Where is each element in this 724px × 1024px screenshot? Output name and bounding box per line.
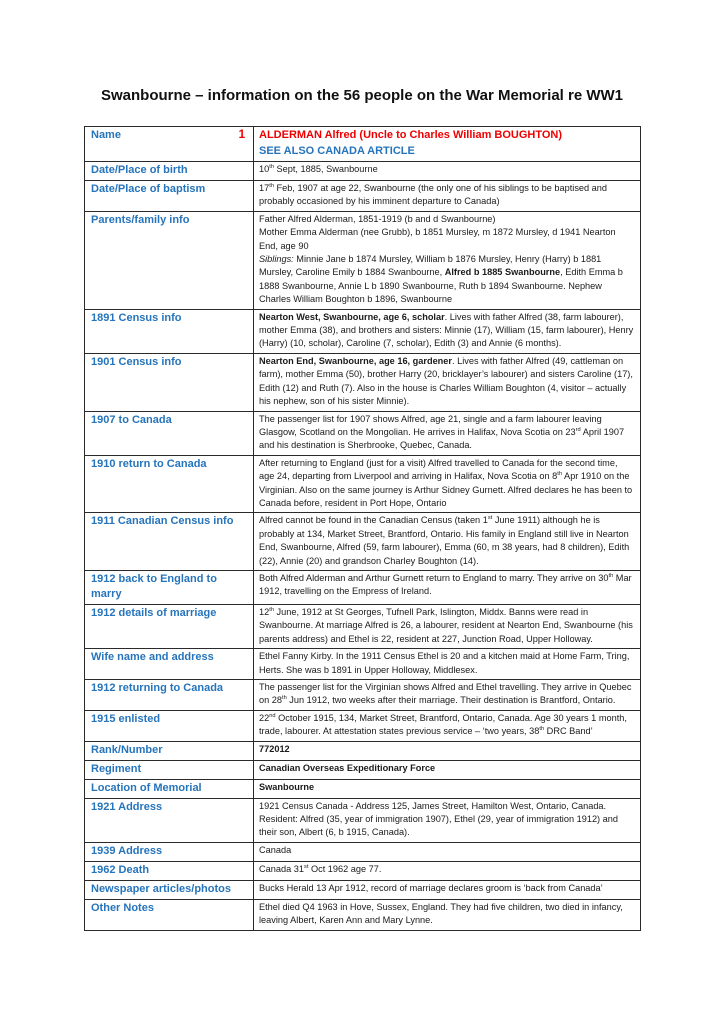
- table-row: [85, 455, 641, 513]
- text-run: Feb, 1907 at age 22, Swanbourne (the only one of his siblings to be baptised and probably occasioned by his imminent departure to Canada): [259, 183, 608, 207]
- text-run: Canada: [259, 844, 292, 855]
- text-run: . Lives with father Alfred (38, farm labourer), mother Emma (38), and brothers and sisters: Minnie (17), William (15, farm labourer), Henry (Harry) (10, scholar), Caroline (7, scholar), Edith (3) and Annie (6 months).: [259, 311, 634, 349]
- table-row: [85, 899, 641, 930]
- table-row: [85, 880, 641, 899]
- text-run: Minnie Jane b 1874 Mursley, William b 1876 Mursley, Henry (Harry) b 1881 Mursley, Caroline Emily b 1884 Swanbourne,: [259, 254, 602, 278]
- row-label-cell: [85, 779, 254, 798]
- text-run: Father Alfred Alderman, 1851-1919 (b and d Swanbourne): [259, 213, 496, 224]
- text-run: 10: [259, 164, 270, 174]
- row-value: [254, 570, 641, 604]
- text-run: 1921 Census Canada - Address 125, James Street, Hamilton West, Ontario, Canada. Resident: Alfred (35, year of immigration 1907), Ethel (29, year of immigration 1912) and their son, Albert (6, b 1915, Canada).: [259, 800, 619, 838]
- row-label-cell: [85, 880, 254, 899]
- row-value: [254, 649, 641, 680]
- row-value-paragraph: [259, 128, 635, 144]
- row-value: [254, 162, 641, 181]
- row-label-cell: [85, 513, 254, 571]
- row-label-cell: [85, 842, 254, 861]
- row-label: Date/Place of birth: [91, 164, 188, 176]
- text-run: nd: [269, 712, 276, 719]
- text-run: SEE ALSO CANADA ARTICLE: [259, 144, 415, 157]
- table-row: [85, 181, 641, 212]
- row-label-cell: [85, 899, 254, 930]
- text-run: 12: [259, 606, 270, 617]
- text-run: October 1915, 134, Market Street, Brantford, Ontario, Canada. Age 30 years 1 month, trade, labourer. At attestation states previous service – ‘two years, 38: [259, 712, 627, 737]
- text-run: June 1911) although he is probably at 134, Market Street, Brantford, Ontario. His family in England still live in Nearton End, Swanbourne, Alfred (59, farm labourer), Emma (60, m 38 years, had 8 children), Edith (22), Annie (20) and grandson Charley Boughton (14).: [259, 515, 630, 566]
- text-run: Nearton West, Swanbourne, age 6, scholar: [259, 311, 445, 322]
- row-value: [254, 842, 641, 861]
- table-row: [85, 604, 641, 648]
- row-value-paragraph: [259, 712, 635, 739]
- text-run: Apr 1910 on the Virginian. Also on the same journey is Arthur Sidney Gurnett. Alfred declares he has been to Canada before, resident in Port Hope, Ontario: [259, 471, 633, 508]
- text-run: rd: [575, 426, 581, 433]
- text-run: th: [269, 163, 274, 170]
- row-label: 1962 Death: [91, 863, 150, 876]
- row-label: 1910 return to Canada: [91, 457, 207, 470]
- text-run: Canadian Overseas Expeditionary Force: [259, 762, 436, 773]
- row-value-paragraph: [259, 457, 635, 511]
- row-label: Date/Place of baptism: [91, 183, 206, 195]
- table-row: [85, 760, 641, 779]
- table-row: [85, 211, 641, 309]
- row-value-paragraph: [259, 650, 635, 677]
- row-value: [254, 899, 641, 930]
- text-run: Mar 1912, travelling on the Empress of Ireland.: [259, 572, 632, 597]
- row-value: [254, 760, 641, 779]
- table-row: [85, 842, 641, 861]
- row-value-paragraph: [259, 863, 635, 876]
- table-row: [85, 411, 641, 455]
- text-run: DRC Band’: [544, 726, 593, 737]
- text-run: Both Alfred Alderman and Arthur Gurnett return to England to marry. They arrive on 30: [259, 572, 609, 583]
- text-run: Alfred cannot be found in the Canadian Census (taken 1: [259, 515, 488, 526]
- row-label: 1912 returning to Canada: [91, 682, 224, 694]
- text-run: th: [539, 726, 545, 733]
- table-row: [85, 798, 641, 842]
- row-label-cell: [85, 162, 254, 181]
- row-label-cell: [85, 411, 254, 455]
- row-value-paragraph: [259, 762, 635, 775]
- text-run: ALDERMAN Alfred (Uncle to Charles William BOUGHTON): [259, 129, 563, 141]
- text-run: Oct 1962 age 77.: [308, 863, 382, 874]
- text-run: The passenger list for 1907 shows Alfred, age 21, single and a farm labourer leaving Glasgow, Scotland on the Mongolian. He arrives in Halifax, Nova Scotia on 23: [259, 413, 602, 437]
- text-run: th: [269, 182, 274, 189]
- table-row: [85, 680, 641, 711]
- text-run: June, 1912 at St Georges, Tufnell Park, Islington, Middx. Banns were read in Swanbourne. At marriage Alfred is 26, a labourer, resident at Nearton End, Swanbourne (his parents address) and Ethel is 22, resident at 227, Junction Road, Upper Holloway.: [259, 606, 633, 644]
- row-label: 1915 enlisted: [91, 712, 161, 725]
- row-label: Location of Memorial: [91, 781, 202, 794]
- row-label-cell: [85, 127, 254, 162]
- row-value-paragraph: [259, 800, 635, 840]
- row-label: Newspaper articles/photos: [91, 882, 231, 895]
- row-value: [254, 411, 641, 455]
- row-label-cell: [85, 309, 254, 353]
- row-value: [254, 779, 641, 798]
- text-run: st: [487, 515, 493, 522]
- text-run: th: [608, 572, 614, 579]
- row-value: [254, 880, 641, 899]
- row-label: Rank/Number: [91, 743, 163, 756]
- table-row: [85, 309, 641, 353]
- row-value: [254, 181, 641, 212]
- row-value: [254, 710, 641, 741]
- text-run: April 1907 and his destination is Sherbrooke, Quebec, Canada.: [259, 426, 625, 451]
- row-label: Other Notes: [91, 901, 154, 914]
- table-row: [85, 741, 641, 760]
- row-value-paragraph: [259, 355, 635, 409]
- row-label-cell: [85, 861, 254, 880]
- row-number: 1: [238, 129, 245, 141]
- row-value: [254, 309, 641, 353]
- memorial-info-table: [84, 126, 641, 931]
- memorial-info-table-body: [85, 127, 641, 931]
- row-label-cell: [85, 353, 254, 411]
- text-run: Bucks Herald 13 Apr 1912, record of marriage declares groom is ‘back from Canada’: [259, 882, 603, 893]
- row-label-cell: [85, 741, 254, 760]
- row-value-paragraph: [259, 901, 635, 928]
- text-run: Swanbourne: [259, 781, 315, 792]
- row-label: 1891 Census info: [91, 311, 182, 324]
- row-label-cell: [85, 710, 254, 741]
- row-value-paragraph: [259, 413, 635, 453]
- row-value: [254, 604, 641, 648]
- row-value-paragraph: [259, 163, 635, 176]
- text-run: Ethel Fanny Kirby. In the 1911 Census Ethel is 20 and a kitchen maid at Home Farm, Tring, Herts. She was b 1891 in Upper Holloway, Middlesex.: [259, 651, 630, 675]
- row-label-cell: [85, 455, 254, 513]
- row-value: [254, 211, 641, 309]
- page-title: Swanbourne – information on the 56 people on the War Memorial re WW1: [101, 87, 623, 104]
- row-label-cell: [85, 680, 254, 711]
- row-label: Name: [91, 129, 121, 141]
- row-label: 1912 back to England to marry: [91, 572, 217, 600]
- text-run: 22: [259, 712, 270, 723]
- row-label: 1921 Address: [91, 800, 163, 813]
- row-value: [254, 353, 641, 411]
- text-run: After returning to England (just for a visit) Alfred travelled to Canada for the second time, age 24, departing from Liverpool and arriving in Halifax, Nova Scotia on 8: [259, 457, 618, 482]
- row-label-cell: [85, 604, 254, 648]
- row-value: [254, 798, 641, 842]
- table-row: [85, 353, 641, 411]
- table-row: [85, 162, 641, 181]
- row-label: 1912 details of marriage: [91, 606, 217, 619]
- text-run: 17: [259, 183, 270, 193]
- row-value-paragraph: [259, 253, 635, 307]
- row-value-paragraph: [259, 144, 635, 160]
- row-label-cell: [85, 181, 254, 212]
- text-run: Sept, 1885, Swanbourne: [273, 164, 378, 174]
- table-row: [85, 127, 641, 162]
- row-value: [254, 127, 641, 162]
- row-value-paragraph: [259, 182, 635, 209]
- text-run: Alfred b 1885 Swanbourne: [444, 267, 561, 278]
- table-row: [85, 570, 641, 604]
- row-value-paragraph: [259, 781, 635, 794]
- table-row: [85, 649, 641, 680]
- row-value-paragraph: [259, 572, 635, 599]
- text-run: st: [303, 863, 309, 870]
- text-run: Ethel died Q4 1963 in Hove, Sussex, England. They had five children, two died in infancy, leaving Albert, Karen Ann and Mary Lynne.: [259, 901, 623, 926]
- text-run: th: [282, 695, 287, 702]
- row-label-cell: [85, 649, 254, 680]
- text-run: . Lives with father Alfred (49, cattleman on farm), mother Emma (50), brother Harry (20, bricklayer’s labourer) and sisters Caroline (17), Edith (12) and Ruth (7). Also in the house is Charles William Boughton (4, visitor – actually his nephew, son of his sister Minnie).: [259, 355, 633, 407]
- row-label-cell: [85, 760, 254, 779]
- row-label: 1939 Address: [91, 844, 163, 857]
- row-label: Parents/family info: [91, 213, 190, 226]
- row-value-paragraph: [259, 743, 635, 756]
- table-row: [85, 861, 641, 880]
- table-row: [85, 513, 641, 571]
- row-value-paragraph: [259, 882, 635, 895]
- row-label-cell: [85, 798, 254, 842]
- text-run: Mother Emma Alderman (nee Grubb), b 1851 Mursley, m 1872 Mursley, d 1941 Nearton End, age 90: [259, 227, 616, 251]
- row-value-paragraph: [259, 213, 635, 226]
- table-row: [85, 779, 641, 798]
- row-label: 1907 to Canada: [91, 413, 172, 426]
- text-run: Siblings:: [259, 254, 294, 265]
- row-value: [254, 513, 641, 571]
- table-row: [85, 710, 641, 741]
- row-value-paragraph: [259, 681, 635, 708]
- text-run: th: [557, 471, 563, 478]
- text-run: Nearton End, Swanbourne, age 16, gardener: [259, 355, 452, 366]
- row-label: Regiment: [91, 762, 142, 775]
- row-value: [254, 680, 641, 711]
- row-value: [254, 741, 641, 760]
- row-label-cell: [85, 211, 254, 309]
- text-run: Jun 1912, two weeks after their marriage. Their destination is Brantford, Ontario.: [286, 695, 616, 706]
- row-label: 1911 Canadian Census info: [91, 515, 234, 528]
- row-value: [254, 455, 641, 513]
- text-run: Canada 31: [259, 863, 304, 874]
- row-value-paragraph: [259, 311, 635, 351]
- row-value-paragraph: [259, 514, 635, 568]
- text-run: th: [269, 606, 274, 613]
- row-value-paragraph: [259, 844, 635, 857]
- text-run: , Edith Emma b 1888 Swanbourne, Annie L b 1890 Swanbourne, Ruth b 1894 Swanbourne. Nephew Charles William Boughton b 1896, Swanbourne: [259, 267, 623, 305]
- row-value: [254, 861, 641, 880]
- text-run: 772012: [259, 743, 290, 754]
- row-label: Wife name and address: [91, 651, 214, 664]
- text-run: The passenger list for the Virginian shows Alfred and Ethel travelling. They arrive in Quebec on 28: [259, 682, 632, 706]
- row-value-paragraph: [259, 606, 635, 646]
- row-label-cell: [85, 570, 254, 604]
- row-value-paragraph: [259, 226, 635, 253]
- row-label: 1901 Census info: [91, 355, 182, 368]
